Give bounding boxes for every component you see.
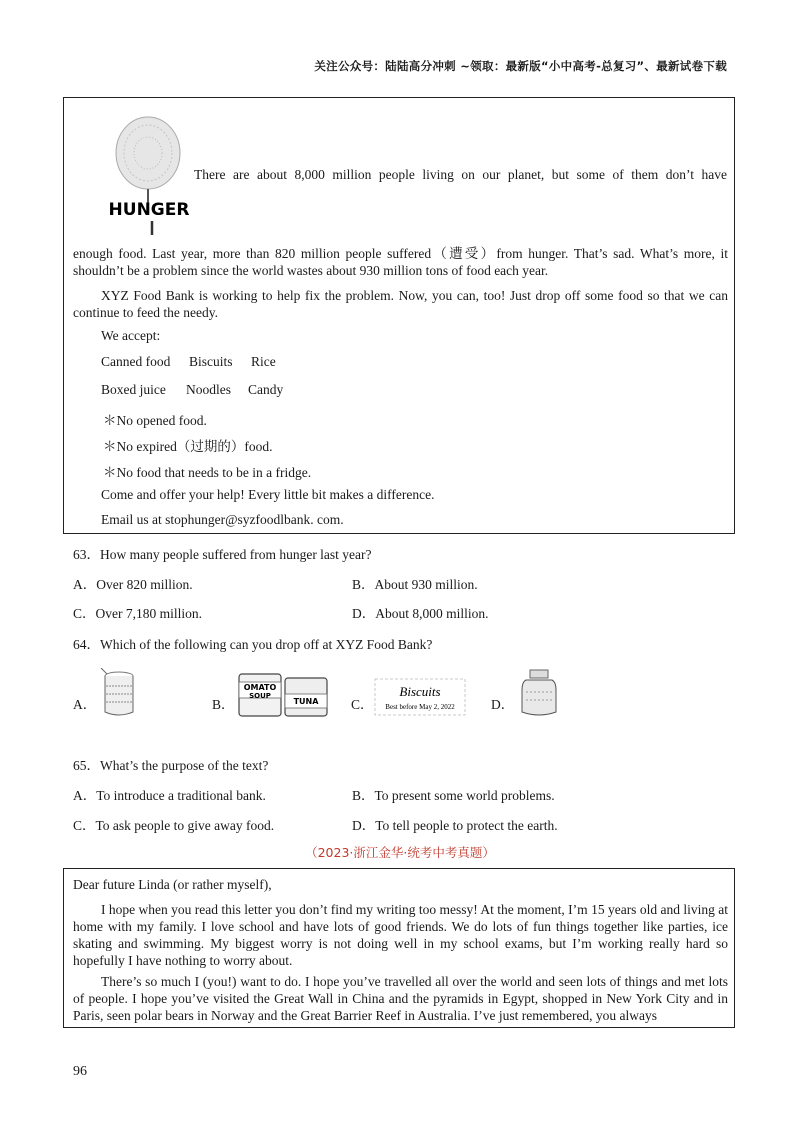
accept-item: Rice xyxy=(251,354,276,369)
question-64: 64．Which of the following can you drop off at XYZ Food Bank? xyxy=(73,637,433,652)
biscuits-expired-image xyxy=(374,678,466,716)
opened-can-image xyxy=(97,668,141,720)
option-c: C．To ask people to give away food. xyxy=(73,818,275,833)
option-d: D．To tell people to protect the earth. xyxy=(352,818,558,833)
email-line: Email us at stophunger@syzfoodlbank. com. xyxy=(101,512,344,527)
biscuits-title: Biscuits xyxy=(399,684,441,699)
question-65: 65．What’s the purpose of the text? xyxy=(73,758,269,773)
page-header: 关注公众号：陆陆高分冲刺 ~领取：最新版“小中高考-总复习”、最新试卷下载 xyxy=(314,59,727,73)
letter-para: I hope when you read this letter you don’t find my writing too messy! At the moment, I’m 15 years old and living at home with my family. I love school and have lots of good friends. We do lots of fun things together like parties, ice skating and swimming. My biggest worry is not doing well in my school exams, but I’m working really hard so hopefully I have nothing to worry about. xyxy=(73,902,728,968)
letter-greeting: Dear future Linda (or rather myself), xyxy=(73,877,272,892)
hunger-image xyxy=(108,113,192,237)
letter-para: There’s so much I (you!) want to do. I hope you’ve travelled all over the world and seen lots of things and met lots of people. I hope you’ve visited the Great Wall in China and the pyramids in Egypt, shopped in New York City and in Paris, seen polar bears in Norway and the Great Barrier Reef in Australia. I’ve just remembered, you always xyxy=(73,974,728,1023)
rule-item: ＊No food that needs to be in a fridge. xyxy=(103,465,312,480)
can-label: SOUP xyxy=(249,692,271,700)
accept-item: Noodles xyxy=(186,382,231,397)
option-a: A．Over 820 million. xyxy=(73,577,193,592)
option-a: A．To introduce a traditional bank. xyxy=(73,788,266,803)
page-number: 96 xyxy=(73,1064,87,1079)
hunger-image-text: HUNGER xyxy=(108,200,190,220)
we-accept: We accept: xyxy=(101,328,161,343)
option-a: A． xyxy=(73,697,97,712)
option-b: B．About 930 million. xyxy=(352,577,478,592)
option-b: B．To present some world problems. xyxy=(352,788,555,803)
option-c: C． xyxy=(351,697,374,712)
accept-item: Biscuits xyxy=(189,354,233,369)
can-label: OMATO xyxy=(243,683,277,692)
question-63: 63．How many people suffered from hunger last year? xyxy=(73,547,372,562)
source-label: （2023·浙江金华·统考中考真题） xyxy=(305,845,495,860)
biscuits-date: Best before May 2, 2022 xyxy=(385,703,455,711)
come-help: Come and offer your help! Every little bit makes a difference. xyxy=(101,487,435,502)
intro-continued: enough food. Last year, more than 820 million people suffered（遭受）from hunger. That’s sad. What’s more, it shouldn’t be a problem since the world wastes about 930 million tons of food each year. xyxy=(73,246,728,278)
canned-food-image xyxy=(237,668,329,720)
para-food-bank: XYZ Food Bank is working to help fix the problem. Now, you can, too! Just drop off some food so that we can continue to feed the needy. xyxy=(73,288,728,320)
option-d: D．About 8,000 million. xyxy=(352,606,489,621)
option-b: B． xyxy=(212,697,235,712)
accept-item: Candy xyxy=(248,382,284,397)
option-c: C．Over 7,180 million. xyxy=(73,606,202,621)
rule-item: ＊No opened food. xyxy=(103,413,207,428)
rule-item: ＊No expired（过期的）food. xyxy=(103,439,273,454)
option-d: D． xyxy=(491,697,515,712)
letter-box xyxy=(63,868,735,1028)
accept-item: Boxed juice xyxy=(101,382,166,397)
can-label: TUNA xyxy=(293,697,319,706)
accept-item: Canned food xyxy=(101,354,171,369)
passage-box xyxy=(63,97,735,534)
jar-image xyxy=(518,668,560,720)
intro-text: There are about 8,000 million people living on our planet, but some of them don’t have xyxy=(194,167,727,182)
